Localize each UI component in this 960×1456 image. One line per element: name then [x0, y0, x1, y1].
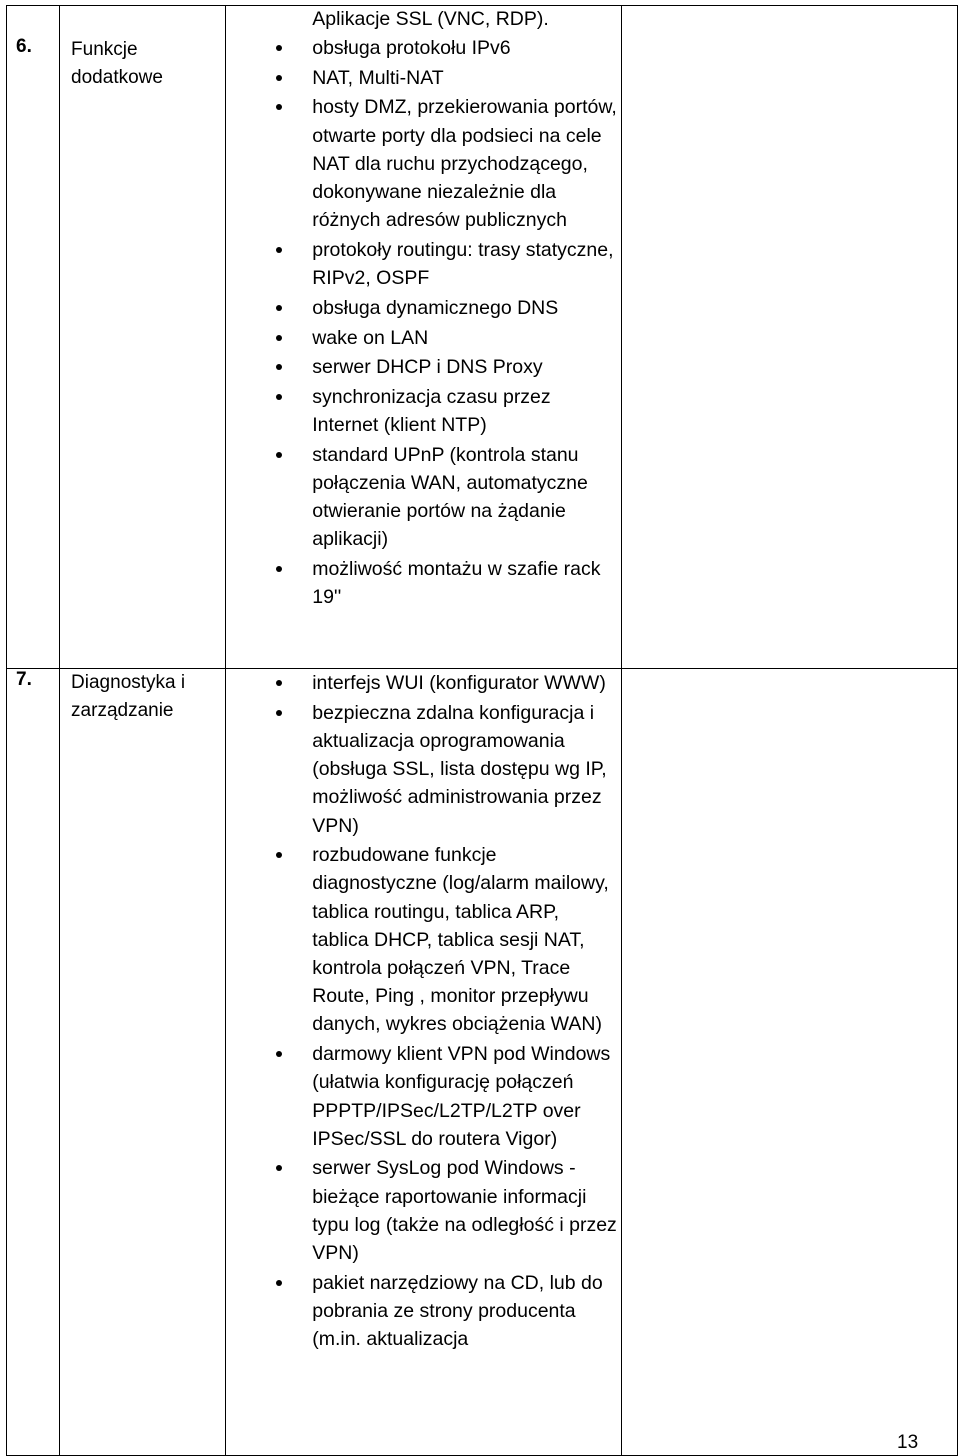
page-number: 13 [897, 1432, 919, 1453]
list-item-text: serwer SysLog pod Windows - bieżące raportowanie informacji typu log (także na odległość i przez VPN) [312, 1157, 617, 1265]
feature-list [226, 34, 620, 612]
table-row [7, 6, 958, 669]
row-number: 6. [7, 6, 60, 669]
row-description [226, 669, 621, 1456]
bullet-icon [276, 1280, 282, 1286]
list-item [312, 383, 620, 439]
bullet-icon [276, 566, 282, 572]
list-item [312, 1040, 620, 1153]
list-item [312, 441, 620, 554]
list-item [312, 1154, 620, 1267]
bullet-icon [276, 335, 282, 341]
row-number: 7. [7, 669, 60, 1456]
list-item [312, 841, 620, 1038]
response-cell [621, 669, 957, 1456]
list-item [312, 353, 620, 381]
table-row [7, 669, 958, 1456]
bullet-icon [276, 1051, 282, 1057]
feature-list [226, 669, 620, 1353]
list-item [312, 93, 620, 234]
spec-table [6, 5, 958, 1456]
list-item-text: standard UPnP (kontrola stanu połączenia WAN, automatyczne otwieranie portów na żądanie aplikacji) [312, 443, 588, 551]
bullet-icon [276, 452, 282, 458]
list-item-text: protokoły routingu: trasy statyczne, RIPv2, OSPF [312, 238, 614, 290]
list-item-text: synchronizacja czasu przez Internet (klient NTP) [312, 385, 551, 437]
bullet-icon [276, 710, 282, 716]
list-item-text: interfejs WUI (konfigurator WWW) [312, 672, 606, 694]
row-description [226, 6, 621, 669]
bullet-icon [276, 364, 282, 370]
bullet-icon [276, 45, 282, 51]
list-item [312, 324, 620, 352]
response-cell [621, 6, 957, 669]
list-item-text: bezpieczna zdalna konfiguracja i aktualizacja oprogramowania (obsługa SSL, lista dostępu wg IP, możliwość administrowania przez VPN) [312, 701, 607, 837]
bullet-icon [276, 1165, 282, 1171]
list-item [312, 1269, 620, 1354]
bullet-icon [276, 247, 282, 253]
list-item [312, 699, 620, 840]
row-category-name: Diagnostyka i zarządzanie [60, 669, 226, 1456]
list-item-text: możliwość montażu w szafie rack 19'' [312, 558, 601, 609]
list-item [312, 669, 620, 697]
bullet-icon [276, 75, 282, 81]
bullet-icon [276, 394, 282, 400]
list-item-text: rozbudowane funkcje diagnostyczne (log/alarm mailowy, tablica routingu, tablica ARP, tablica DHCP, tablica sesji NAT, kontrola połączeń VPN, Trace Route, Ping , monitor przepływu danych, wykres obciążenia WAN) [312, 844, 609, 1036]
list-item [312, 555, 620, 611]
list-item [312, 34, 620, 62]
list-item-text: NAT, Multi-NAT [312, 66, 444, 89]
continued-text: Aplikacje SSL (VNC, RDP). [312, 8, 549, 30]
list-item-text: darmowy klient VPN pod Windows (ułatwia konfigurację połączeń PPPTP/IPSec/L2TP/L2TP over IPSec/SSL do routera Vigor) [312, 1043, 611, 1150]
list-item-text: obsługa protokołu IPv6 [312, 37, 511, 59]
list-item-text: wake on LAN [312, 326, 429, 349]
list-item-text: obsługa dynamicznego DNS [312, 296, 559, 319]
list-item [312, 294, 620, 322]
bullet-icon [276, 680, 282, 686]
list-item [312, 236, 620, 292]
row-category-name: Funkcje dodatkowe [60, 6, 226, 669]
bullet-icon [276, 104, 282, 110]
list-item-text: hosty DMZ, przekierowania portów, otwarte porty dla podsieci na cele NAT dla ruchu przychodzącego, dokonywane niezależnie dla różnych adresów publicznych [312, 96, 617, 232]
list-item [312, 64, 620, 92]
bullet-icon [276, 305, 282, 311]
list-item-text: pakiet narzędziowy na CD, lub do pobrania ze strony producenta (m.in. aktualizacja [312, 1271, 603, 1351]
bullet-icon [276, 852, 282, 858]
list-item-text: serwer DHCP i DNS Proxy [312, 356, 543, 379]
